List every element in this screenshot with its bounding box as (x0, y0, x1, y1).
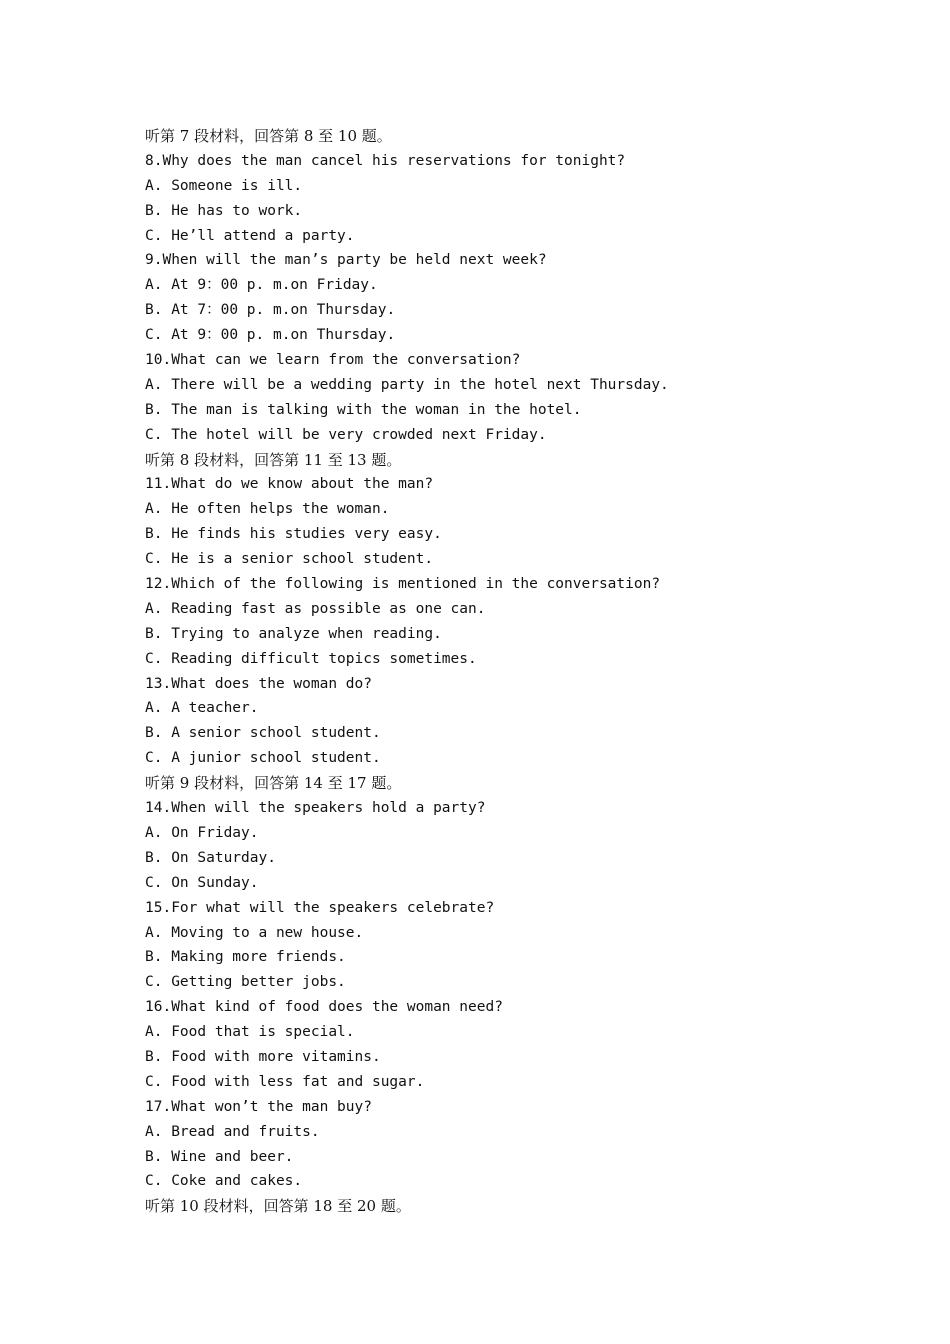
answer-option: C. Reading difficult topics sometimes. (145, 650, 477, 667)
question-text: 15.For what will the speakers celebrate? (145, 899, 495, 916)
question-text: 11.What do we know about the man? (145, 476, 434, 493)
answer-option: C. Coke and cakes. (145, 1173, 303, 1190)
answer-option: A. Bread and fruits. (145, 1123, 320, 1140)
answer-option: C. At 9：00 p. m.on Thursday. (145, 327, 396, 344)
answer-option: C. The hotel will be very crowded next Friday. (145, 426, 547, 443)
section-heading: 听第 7 段材料，回答第 8 至 10 题。 (145, 127, 392, 145)
question-text: 9.When will the man’s party be held next week? (145, 252, 547, 269)
answer-option: B. Trying to analyze when reading. (145, 625, 442, 642)
answer-option: B. At 7：00 p. m.on Thursday. (145, 302, 396, 319)
answer-option: B. The man is talking with the woman in the hotel. (145, 401, 582, 418)
answer-option: C. He’ll attend a party. (145, 227, 355, 244)
answer-option: A. On Friday. (145, 824, 259, 841)
answer-option: C. Food with less fat and sugar. (145, 1073, 425, 1090)
answer-option: A. A teacher. (145, 700, 259, 717)
answer-option: A. Food that is special. (145, 1024, 355, 1041)
answer-option: A. There will be a wedding party in the hotel next Thursday. (145, 376, 669, 393)
question-text: 8.Why does the man cancel his reservations for tonight? (145, 152, 626, 169)
question-text: 14.When will the speakers hold a party? (145, 800, 486, 817)
answer-option: B. Food with more vitamins. (145, 1048, 381, 1065)
answer-option: A. At 9：00 p. m.on Friday. (145, 277, 378, 294)
question-text: 17.What won’t the man buy? (145, 1098, 372, 1115)
answer-option: B. On Saturday. (145, 849, 276, 866)
section-heading: 听第 8 段材料，回答第 11 至 13 题。 (145, 450, 402, 469)
answer-option: B. He has to work. (145, 202, 303, 219)
answer-option: B. Wine and beer. (145, 1148, 294, 1165)
question-text: 10.What can we learn from the conversation? (145, 352, 521, 369)
answer-option: B. He finds his studies very easy. (145, 526, 442, 543)
answer-option: C. A junior school student. (145, 750, 381, 767)
answer-option: A. Reading fast as possible as one can. (145, 600, 486, 617)
document-page (145, 124, 865, 1219)
answer-option: A. Someone is ill. (145, 177, 303, 194)
question-text: 13.What does the woman do? (145, 675, 372, 692)
answer-option: A. He often helps the woman. (145, 501, 390, 518)
question-text: 16.What kind of food does the woman need? (145, 999, 503, 1016)
answer-option: C. He is a senior school student. (145, 551, 434, 568)
answer-option: B. A senior school student. (145, 725, 381, 742)
answer-option: A. Moving to a new house. (145, 924, 364, 941)
section-heading: 听第 10 段材料，回答第 18 至 20 题。 (145, 1197, 411, 1216)
section-heading: 听第 9 段材料，回答第 14 至 17 题。 (145, 774, 402, 793)
answer-option: B. Making more friends. (145, 949, 346, 966)
question-text: 12.Which of the following is mentioned in the conversation? (145, 576, 661, 593)
answer-option: C. Getting better jobs. (145, 974, 346, 991)
answer-option: C. On Sunday. (145, 874, 259, 891)
